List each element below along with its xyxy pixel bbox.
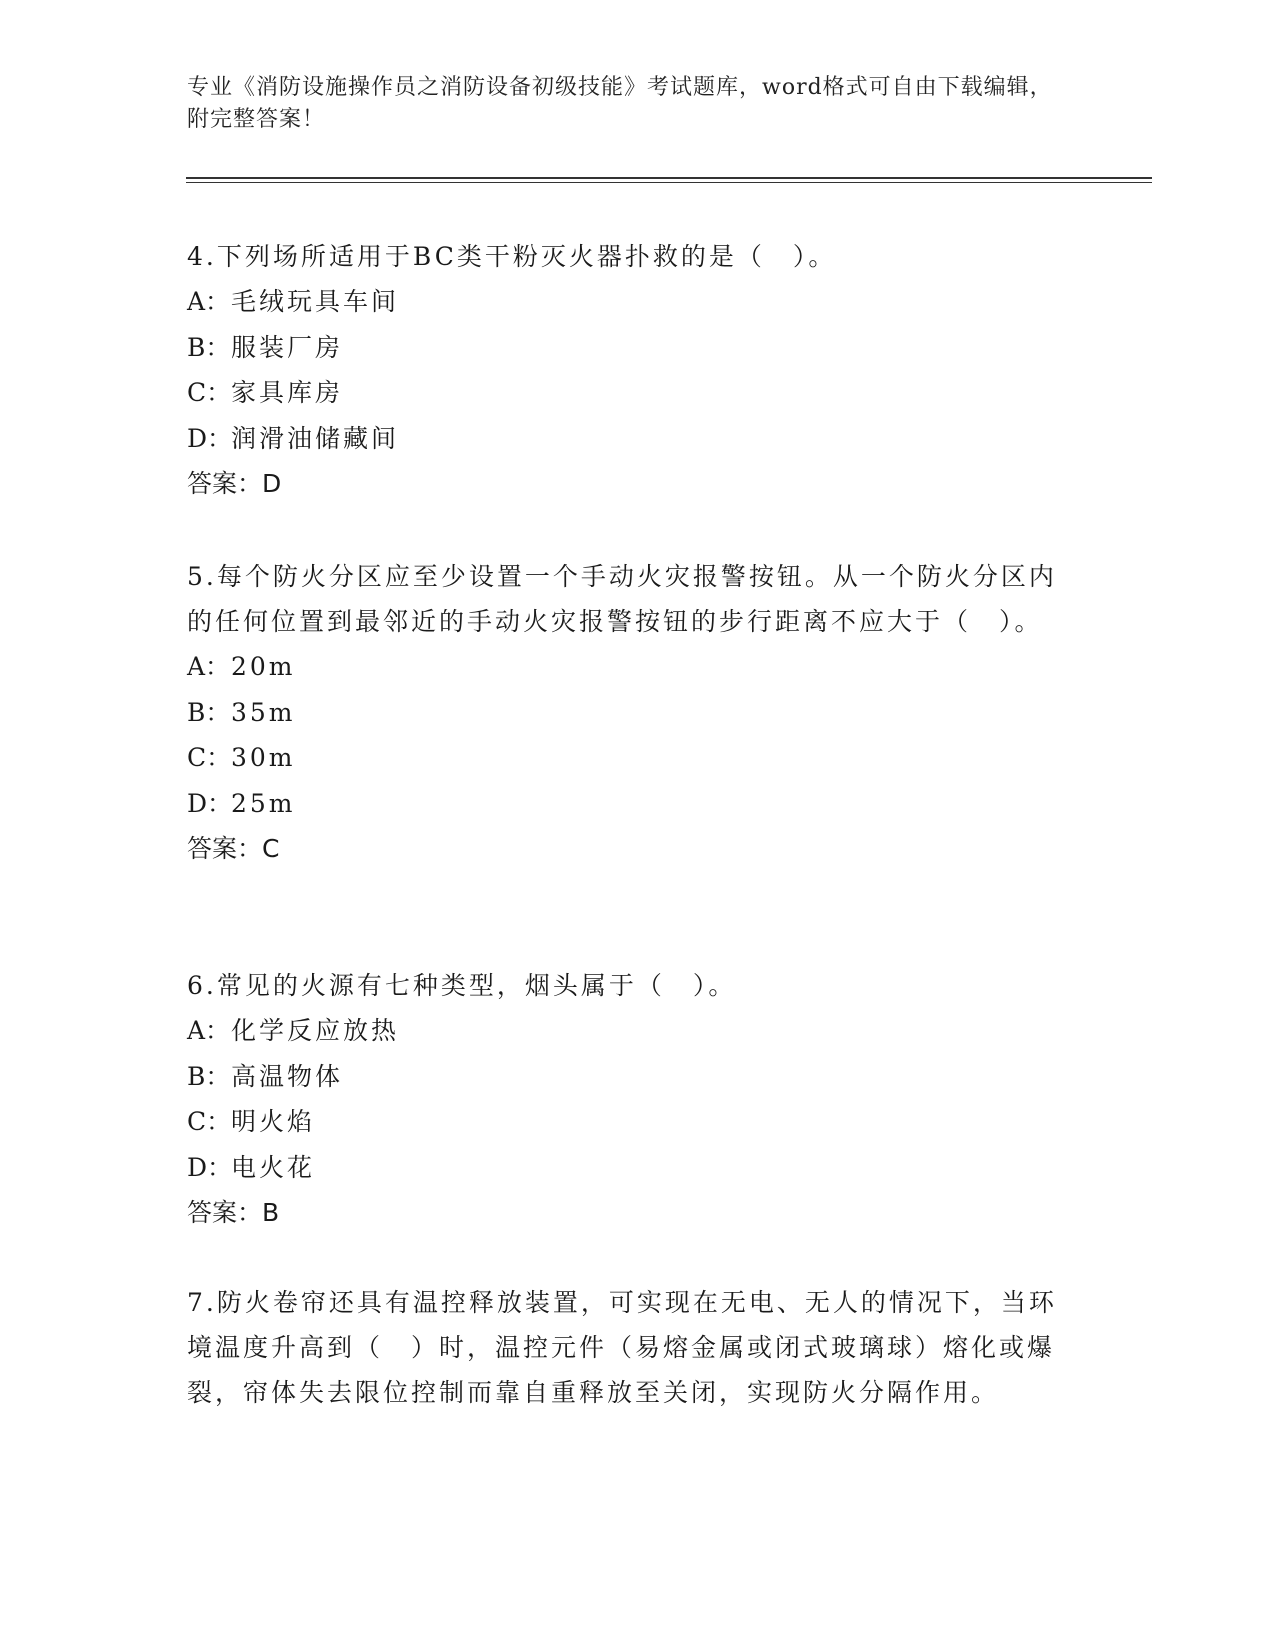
answer: 答案：C (187, 834, 280, 863)
option-c (187, 1099, 1067, 1145)
answer: 答案：B (187, 1198, 280, 1227)
question-stem: 7.防火卷帘还具有温控释放装置，可实现在无电、无人的情况下，当环境温度升高到（ ）时，温控元件（易熔金属或闭式玻璃球）熔化或爆裂，帘体失去限位控制而靠自重释放至关闭，实现防火分隔作用。 (187, 1288, 1057, 1407)
question-4 (187, 234, 1067, 506)
option-text: 毛绒玩具车间 (231, 287, 400, 316)
option-c (187, 735, 1067, 781)
option-key: D： (187, 1152, 233, 1182)
option-text: 高温物体 (231, 1061, 344, 1091)
option-c (187, 370, 1067, 416)
option-text: 30m (231, 743, 296, 772)
option-key: A： (187, 1016, 231, 1045)
option-key: C： (187, 743, 232, 772)
option-key: D： (187, 423, 233, 453)
option-a (187, 644, 1067, 690)
option-d (187, 1145, 1067, 1191)
option-key: A： (187, 652, 231, 681)
question-5 (187, 554, 1067, 871)
option-text: 润滑油储藏间 (231, 423, 400, 453)
option-a (187, 279, 1067, 325)
question-stem: 6.常见的火源有七种类型，烟头属于（ ）。 (187, 971, 737, 1000)
option-key: C： (187, 1107, 232, 1136)
question-stem: 4.下列场所适用于BC类干粉灭火器扑救的是（ ）。 (187, 242, 837, 271)
option-b (187, 1054, 1067, 1100)
option-key: A： (187, 287, 231, 316)
option-text: 服装厂房 (231, 332, 344, 362)
option-key: D： (187, 788, 233, 818)
option-text: 20m (231, 652, 296, 681)
option-b (187, 690, 1067, 736)
option-text: 35m (231, 697, 296, 727)
question-6 (187, 963, 1067, 1235)
option-d (187, 416, 1067, 462)
option-key: C： (187, 378, 232, 407)
option-key: B： (187, 697, 231, 727)
option-key: B： (187, 332, 231, 362)
question-7 (187, 1280, 1067, 1415)
option-text: 明火焰 (231, 1107, 316, 1136)
option-key: B： (187, 1061, 231, 1091)
option-b (187, 325, 1067, 371)
option-text: 化学反应放热 (231, 1016, 400, 1045)
answer: 答案：D (187, 469, 282, 498)
question-stem: 5.每个防火分区应至少设置一个手动火灾报警按钮。从一个防火分区内的任何位置到最邻近的手动火灾报警按钮的步行距离不应大于（ ）。 (187, 562, 1057, 636)
option-text: 25m (231, 788, 296, 818)
option-text: 家具库房 (231, 378, 344, 407)
option-a (187, 1008, 1067, 1054)
header-divider (186, 177, 1152, 179)
option-d (187, 781, 1067, 827)
option-text: 电火花 (231, 1152, 316, 1182)
document-header: 专业《消防设施操作员之消防设备初级技能》考试题库，word格式可自由下载编辑，附完整答案！ (187, 75, 1053, 132)
header-divider-thin (186, 182, 1152, 183)
